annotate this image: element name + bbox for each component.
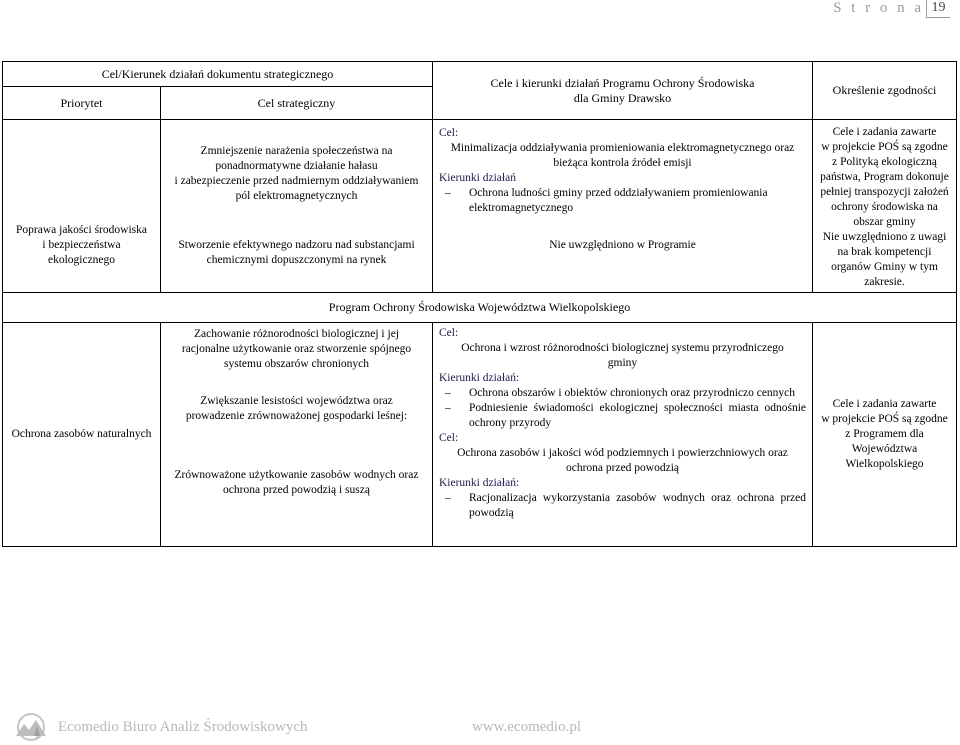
text-line: gminy: [607, 357, 638, 369]
text-line: prowadzenie zrównoważonej gospodarki leśnej:: [185, 410, 408, 422]
text-line: pól elektromagnetycznych: [235, 190, 358, 202]
text-line: Zmniejszenie narażenia społeczeństwa na: [200, 145, 393, 157]
header-program: [433, 62, 813, 120]
ecomedio-logo-icon: [12, 712, 50, 742]
footer-company: Ecomedio Biuro Analiz Środowiskowych: [58, 719, 308, 735]
header-zgodnosc: Określenie zgodności: [813, 62, 957, 120]
cel-label: Cel:: [439, 327, 459, 339]
dash-bullet-icon: –: [445, 492, 451, 504]
text-line: Zrównoważone użytkowanie zasobów wodnych oraz: [174, 469, 419, 481]
cel-text: [439, 446, 806, 476]
row2-priorytet: Ochrona zasobów naturalnych: [3, 323, 161, 547]
row1-priorytet: [3, 120, 161, 293]
header-priorytet: Priorytet: [3, 87, 161, 120]
list-item: [439, 186, 806, 216]
text-line: i zabezpieczenie przed nadmiernym oddziaływaniem: [174, 175, 419, 187]
cel-text: [439, 141, 806, 171]
text-line: Minimalizacja oddziaływania promieniowania elektromagnetycznego oraz: [450, 142, 795, 154]
text-line: chemicznymi dopuszczonymi na rynek: [206, 254, 387, 266]
text-line: Cele i zadania zawarte: [832, 126, 937, 138]
text-line: ochrony środowiska na: [831, 201, 938, 213]
text-line: Wielkopolskiego: [845, 458, 924, 470]
text-line: ponadnormatywne działanie hałasu: [215, 160, 378, 172]
text-line: z Polityką ekologiczną: [832, 156, 937, 168]
text-line: w projekcie POŚ są zgodne: [821, 141, 948, 153]
not-included-note: Nie uwzględniono w Programie: [549, 239, 696, 251]
text-line: na brak kompetencji: [837, 246, 932, 258]
cel-label: Cel:: [439, 432, 459, 444]
cel-label: Cel:: [439, 127, 459, 139]
header-program-line2: dla Gminy Drawsko: [573, 90, 672, 105]
row1-zgodnosc: [813, 120, 957, 293]
text-line: z Programem dla: [845, 428, 924, 440]
text-line: Zwiększanie lesistości województwa oraz: [200, 395, 393, 407]
text-line: pełniej transpozycji założeń: [820, 186, 949, 198]
header-program-line1: Cele i kierunki działań Programu Ochrony Środowiska: [490, 75, 755, 90]
list-item-text: Ochrona ludności gminy przed oddziaływaniem promieniowania elektromagnetycznego: [469, 187, 768, 214]
row2-program: [433, 323, 813, 547]
text-line: Ochrona i wzrost różnorodności biologicznej systemu przyrodniczego: [461, 342, 784, 354]
row1-cele-strategiczne: [161, 120, 433, 293]
list-item: [439, 401, 806, 431]
list-item-text: Racjonalizacja wykorzystania zasobów wodnych oraz ochrona przed powodzią: [469, 492, 806, 519]
kierunki-label: Kierunki działań:: [439, 372, 520, 384]
table-row: [3, 120, 957, 293]
page-number: 19: [926, 0, 950, 18]
footer-url-link[interactable]: www.ecomedio.pl: [472, 719, 581, 735]
text-line: i bezpieczeństwa: [42, 238, 121, 251]
text-line: ochrona przed powodzią: [565, 462, 680, 474]
section-title: Program Ochrony Środowiska Województwa Wielkopolskiego: [3, 293, 957, 323]
dash-bullet-icon: –: [445, 387, 451, 399]
dash-bullet-icon: –: [445, 187, 451, 199]
text-line: ekologicznego: [47, 253, 116, 266]
row2-zgodnosc: [813, 323, 957, 547]
text-line: Stworzenie efektywnego nadzoru nad substancjami: [178, 239, 415, 251]
header-group: Cel/Kierunek działań dokumentu strategicznego: [3, 62, 433, 87]
row1-program: [433, 120, 813, 293]
text-line: Zachowanie różnorodności biologicznej i jej: [193, 328, 399, 340]
cel-text: [439, 341, 806, 371]
text-line: państwa, Program dokonuje: [820, 171, 949, 183]
text-line: Województwa: [851, 443, 918, 455]
list-item: [439, 386, 806, 401]
dash-bullet-icon: –: [445, 402, 451, 414]
kierunki-label: Kierunki działań: [439, 172, 516, 184]
text-line: bieżąca kontrola źródeł emisji: [553, 157, 692, 169]
text-line: ochrona przed powodzią i suszą: [223, 484, 370, 496]
text-line: obszar gminy: [853, 216, 916, 228]
strategy-compliance-table: [2, 61, 957, 547]
text-line: Ochrona zasobów i jakości wód podziemnych i powierzchniowych oraz: [457, 447, 788, 459]
text-line: systemu obszarów chronionych: [224, 358, 369, 370]
text-line: Poprawa jakości środowiska: [16, 223, 147, 236]
text-line: organów Gminy w tym: [831, 261, 938, 273]
header-cel-strategiczny: Cel strategiczny: [161, 87, 433, 120]
list-item-text: Ochrona obszarów i obiektów chronionych oraz przyrodniczo cennych: [469, 387, 796, 399]
kierunki-label: Kierunki działań:: [439, 477, 520, 489]
text-line: racjonalne użytkowanie oraz stworzenie spójnego: [181, 343, 412, 355]
page-header: [0, 0, 960, 30]
row2-cele-strategiczne: [161, 323, 433, 547]
text-line: Nie uwzględniono z uwagi: [822, 231, 947, 243]
table-row: [3, 323, 957, 547]
page-label: S t r o n a: [833, 0, 924, 16]
text-line: Cele i zadania zawarte: [832, 398, 937, 410]
page-footer: [12, 712, 952, 742]
text-line: zakresie.: [864, 276, 905, 288]
list-item: [439, 491, 806, 521]
text-line: w projekcie POŚ są zgodne: [821, 413, 948, 425]
list-item-text: Podniesienie świadomości ekologicznej społeczności miasta odnośnie ochrony przyrody: [469, 402, 806, 429]
